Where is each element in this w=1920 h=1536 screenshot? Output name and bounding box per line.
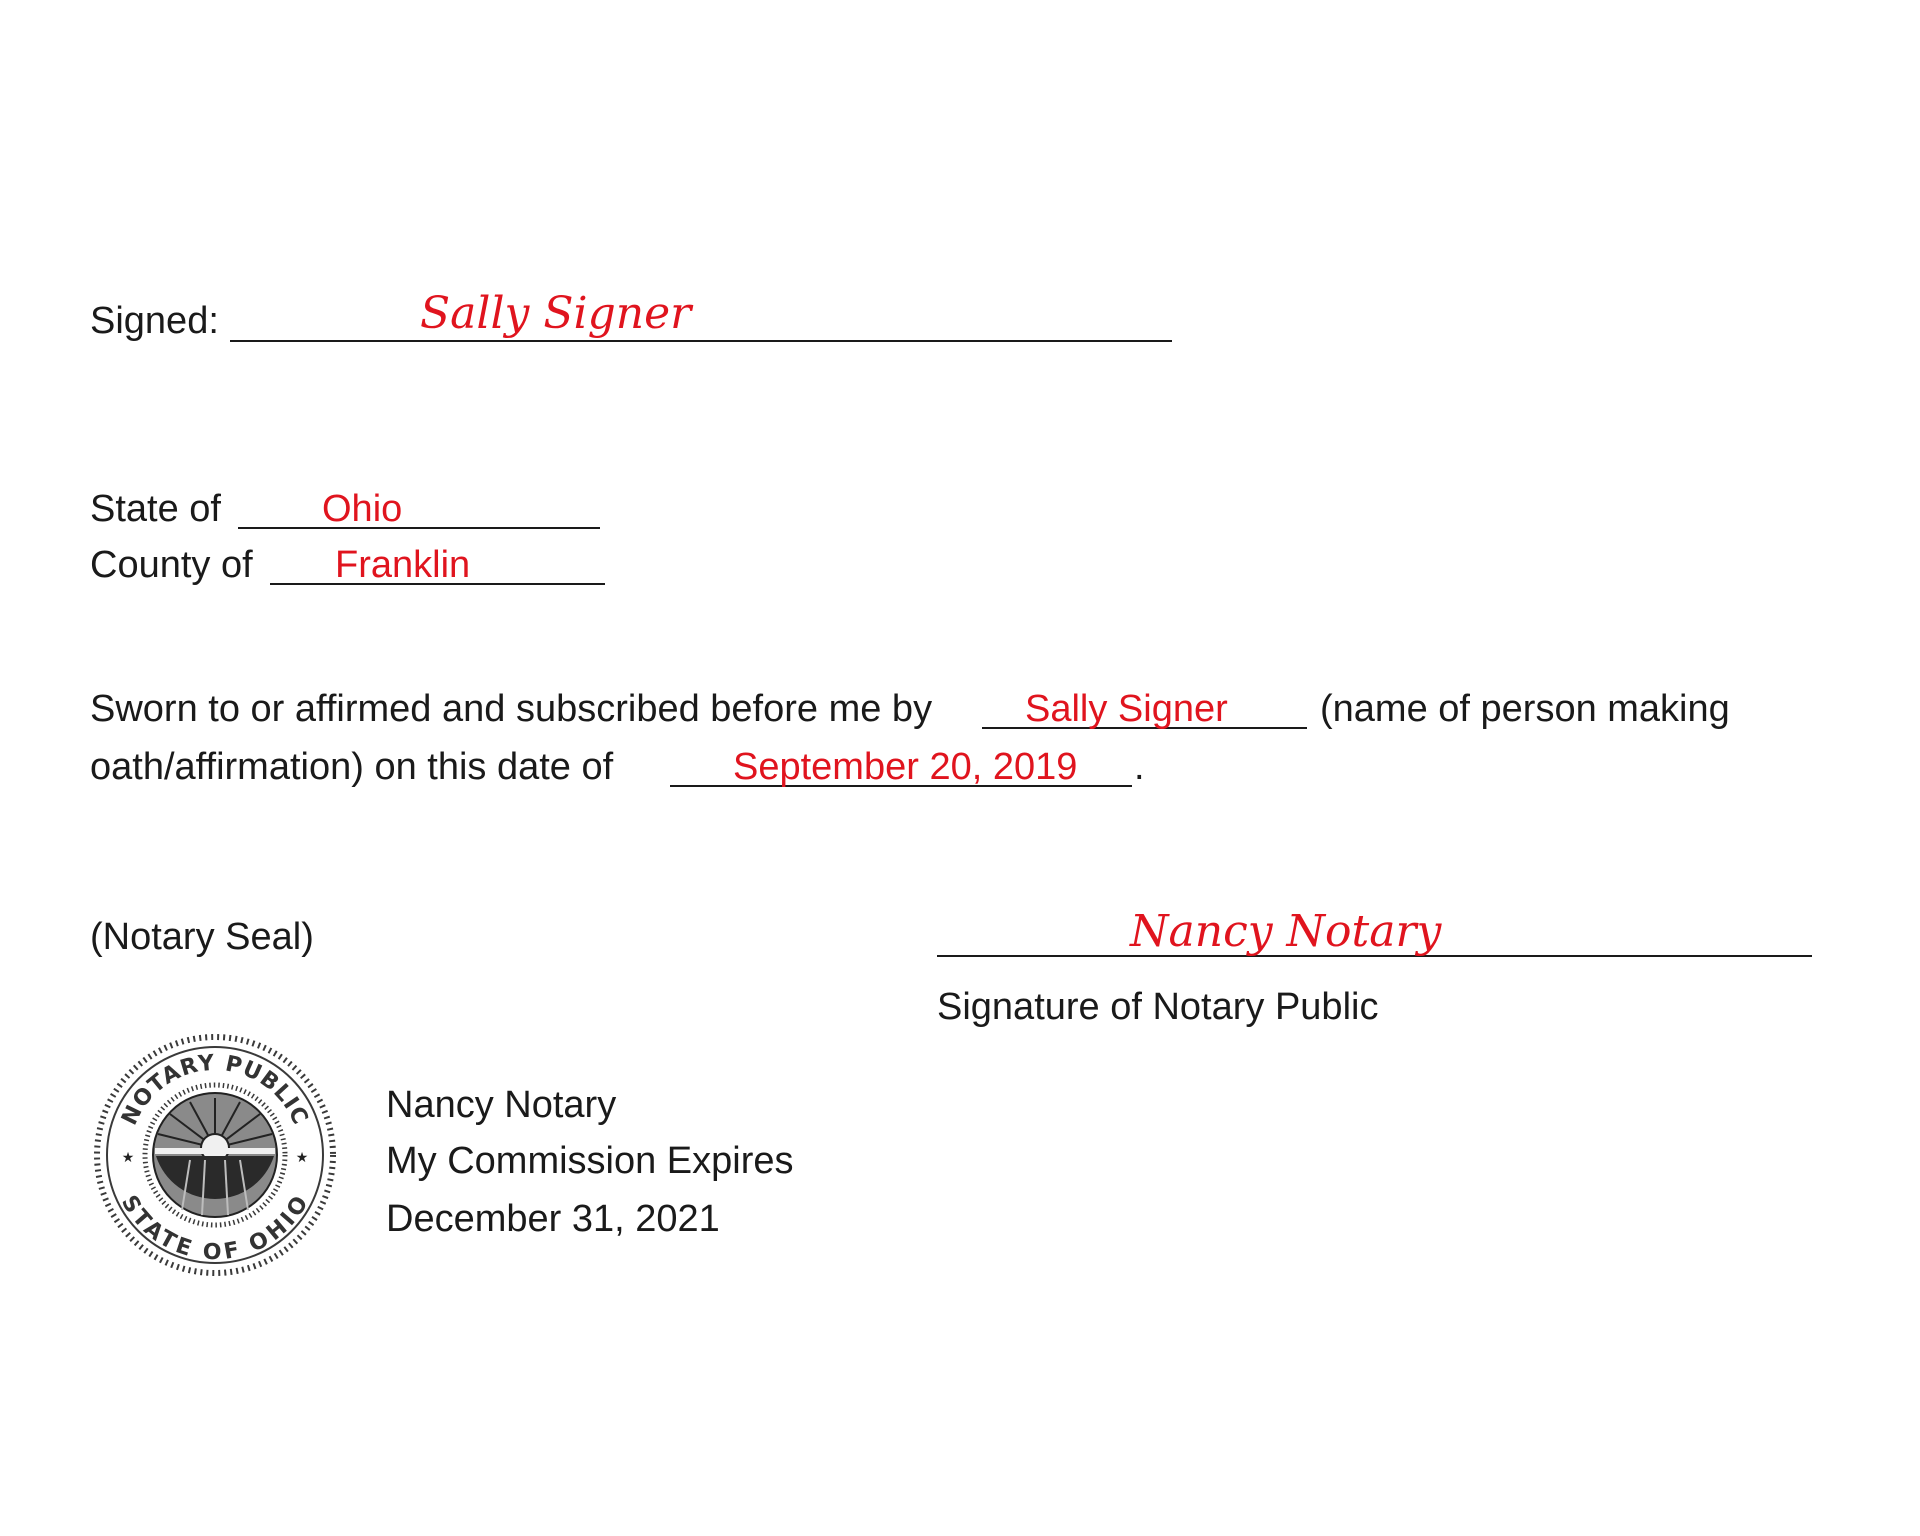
notary-seal-icon — [90, 1030, 340, 1280]
seal-top-text: NOTARY PUBLIC — [117, 1050, 313, 1130]
notary-signature-caption: Signature of Notary Public — [937, 986, 1379, 1028]
notary-signature: Nancy Notary — [1130, 906, 1442, 957]
commission-label: My Commission Expires — [386, 1140, 794, 1182]
signed-line — [230, 340, 1172, 342]
person-name-value: Sally Signer — [1025, 688, 1228, 730]
signed-label: Signed: — [90, 300, 219, 342]
state-value: Ohio — [322, 488, 403, 530]
oath-line2-prefix: oath/affirmation) on this date of — [90, 746, 614, 788]
commission-date: December 31, 2021 — [386, 1198, 720, 1240]
oath-line1-prefix: Sworn to or affirmed and subscribed before me by — [90, 688, 933, 730]
oath-line1-suffix: (name of person making — [1320, 688, 1730, 730]
svg-text:★: ★ — [295, 1150, 309, 1166]
notary-name: Nancy Notary — [386, 1084, 617, 1126]
notary-seal-label: (Notary Seal) — [90, 916, 314, 958]
seal-bottom-text: STATE OF OHIO — [115, 1191, 314, 1266]
state-label: State of — [90, 488, 221, 530]
date-value: September 20, 2019 — [733, 746, 1078, 788]
oath-line2-suffix: . — [1134, 746, 1145, 788]
state-line — [238, 527, 600, 529]
county-value: Franklin — [335, 544, 471, 586]
svg-text:★: ★ — [121, 1150, 135, 1166]
county-label: County of — [90, 544, 253, 586]
signer-signature: Sally Signer — [420, 288, 692, 339]
